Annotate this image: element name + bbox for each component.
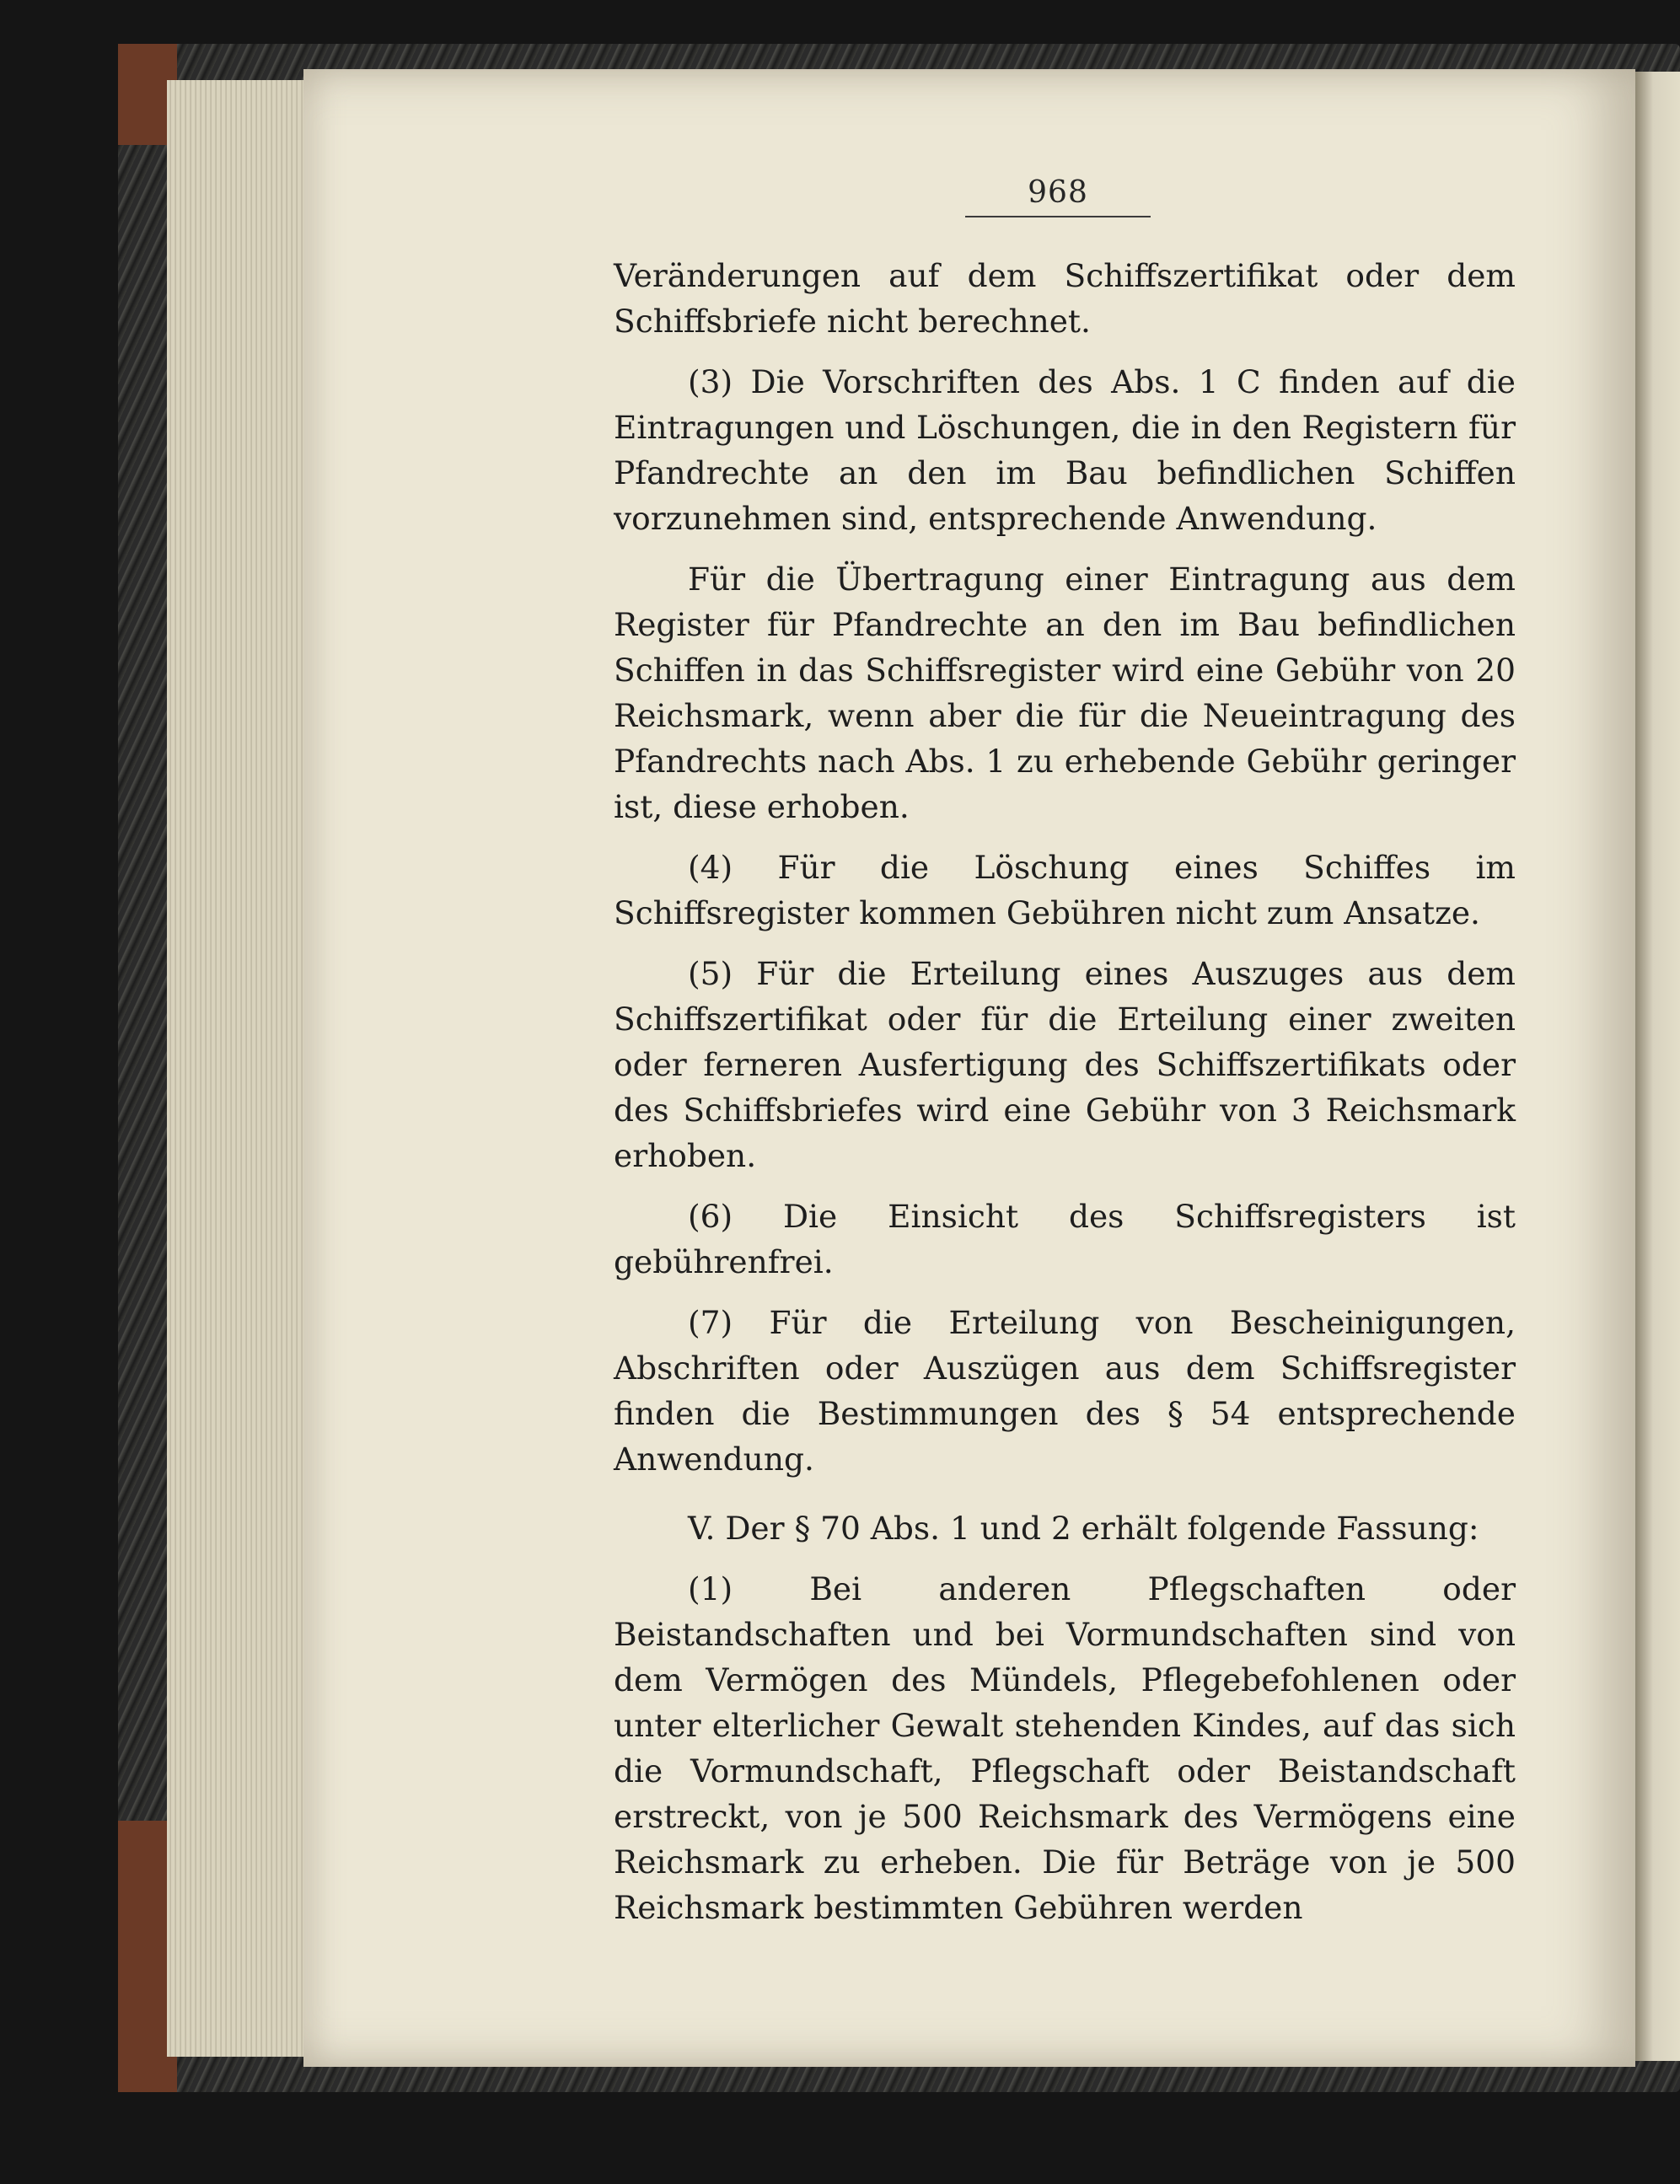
paragraph: Für die Übertragung einer Eintragung aus dem Register für Pfandrechte an den im Bau befindlichen Schiffen in das Schiffsregister wird eine Gebühr von 20 Reichsmark, wenn aber die für die Neueintragung des Pfandrechts nach Abs. 1 zu erhebende Gebühr geringer ist, diese erhoben. [614,561,1516,825]
section-heading-paragraph: V. Der § 70 Abs. 1 und 2 erhält folgende Fassung: [688,1510,1479,1547]
paragraph: (4) Für die Löschung eines Schiffes im Schiffsregister kommen Gebühren nicht zum Ansatze. [614,849,1516,931]
page-edges [167,80,319,2057]
paragraph: (7) Für die Erteilung von Bescheinigungen, Abschriften oder Auszügen aus dem Schiffsregister finden die Bestimmungen des § 54 entsprechende Anwendung. [614,1304,1516,1478]
page-text [614,253,1516,1945]
paragraph: (3) Die Vorschriften des Abs. 1 C finden auf die Eintragungen und Löschungen, die in den Registern für Pfandrechte an den im Bau befindlichen Schiffen vorzunehmen sind, entsprechende Anwendung. [614,363,1516,537]
paragraph: Veränderungen auf dem Schiffszertifikat oder dem Schiffsbriefe nicht berechnet. [614,257,1516,340]
page-number: 968 [1028,175,1088,210]
paragraph: (5) Für die Erteilung eines Auszuges aus dem Schiffszertifikat oder für die Erteilung einer zweiten oder ferneren Ausfertigung des Schiffszertifikats oder des Schiffsbriefes wird eine Gebühr von 3 Reichsmark erhoben. [614,955,1516,1174]
facing-page-edge [1635,72,1680,2061]
paragraph: (6) Die Einsicht des Schiffsregisters ist gebührenfrei. [614,1198,1516,1280]
page-number-rule [965,216,1151,217]
paragraph: (1) Bei anderen Pflegschaften oder Beistandschaften und bei Vormundschaften sind von dem Vermögen des Mündels, Pflegebefohlenen oder unter elterlicher Gewalt stehenden Kindes, auf das sich die Vormundschaft, Pflegschaft oder Beistandschaft erstreckt, von je 500 Reichsmark des Vermögens eine Reichsmark zu erheben. Die für Beträge von je 500 Reichsmark bestimmten Gebühren werden [614,1570,1516,1926]
